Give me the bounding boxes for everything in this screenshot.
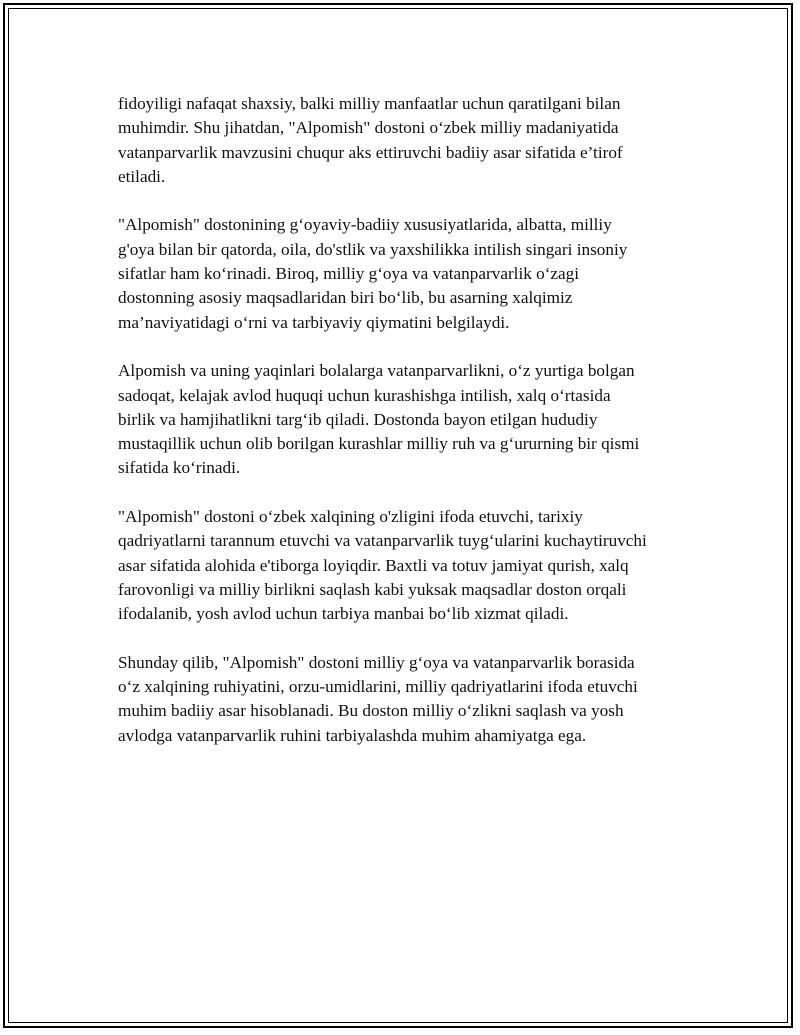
paragraph-5 [118,651,684,748]
paragraph-2 [118,213,684,334]
text-line: birlik va hamjihatlikni targ‘ib qiladi. Dostonda bayon etilgan hududiy [118,409,598,429]
text-line: fidoyiligi nafaqat shaxsiy, balki milliy manfaatlar uchun qaratilgani bilan [118,94,621,113]
text-line: ma’naviyatidagi o‘rni va tarbiyaviy qiymatini belgilaydi. [118,312,510,332]
text-line: "Alpomish" dostoni o‘zbek xalqining o'zligini ifoda etuvchi, tarixiy [118,507,583,527]
text-line: dostonning asosiy maqsadlaridan biri bo‘lib, bu asarning xalqimiz [118,288,573,308]
text-line: avlodga vatanparvarlik ruhini tarbiyalashda muhim ahamiyatga ega. [118,725,587,745]
text-line: mustaqillik uchun olib borilgan kurashlar milliy ruh va g‘ururning bir qismi [118,434,640,454]
text-line: vatanparvarlik mavzusini chuqur aks ettiruvchi badiiy asar sifatida e’tirof [118,142,623,162]
text-line: ifodalanib, yosh avlod uchun tarbiya manbai bo‘lib xizmat qiladi. [118,604,569,624]
document-body [118,92,684,772]
text-line: farovonligi va milliy birlikni saqlash kabi yuksak maqsadlar doston orqali [118,579,627,599]
text-line: o‘z xalqining ruhiyatini, orzu-umidlarini, milliy qadriyatlarini ifoda etuvchi [118,677,638,697]
text-line: muhimdir. Shu jihatdan, "Alpomish" dostoni o‘zbek milliy madaniyatida [118,118,619,138]
text-line: sadoqat, kelajak avlod huquqi uchun kurashishga intilish, xalq o‘rtasida [118,385,611,405]
text-line: "Alpomish" dostonining g‘oyaviy-badiiy xususiyatlarida, albatta, milliy [118,215,612,235]
text-line: sifatida ko‘rinadi. [118,458,241,478]
paragraph-4 [118,505,684,626]
text-line: qadriyatlarni tarannum etuvchi va vatanparvarlik tuyg‘ularini kuchaytiruvchi [118,531,647,551]
text-line: Shunday qilib, "Alpomish" dostoni milliy g‘oya va vatanparvarlik borasida [118,652,635,672]
text-line: g'oya bilan bir qatorda, oila, do'stlik va yaxshilikka intilish singari insoniy [118,239,628,259]
text-line: sifatlar ham ko‘rinadi. Biroq, milliy g‘oya va vatanparvarlik o‘zagi [118,264,580,284]
paragraph-1 [118,92,684,189]
text-line: Alpomish va uning yaqinlari bolalarga vatanparvarlikni, o‘z yurtiga bolgan [118,361,635,381]
text-line: asar sifatida alohida e'tiborga loyiqdir. Baxtli va totuv jamiyat qurish, xalq [118,555,629,575]
text-line: muhim badiiy asar hisoblanadi. Bu doston milliy o‘zlikni saqlash va yosh [118,701,624,721]
paragraph-3 [118,359,684,480]
text-line: etiladi. [118,166,166,186]
